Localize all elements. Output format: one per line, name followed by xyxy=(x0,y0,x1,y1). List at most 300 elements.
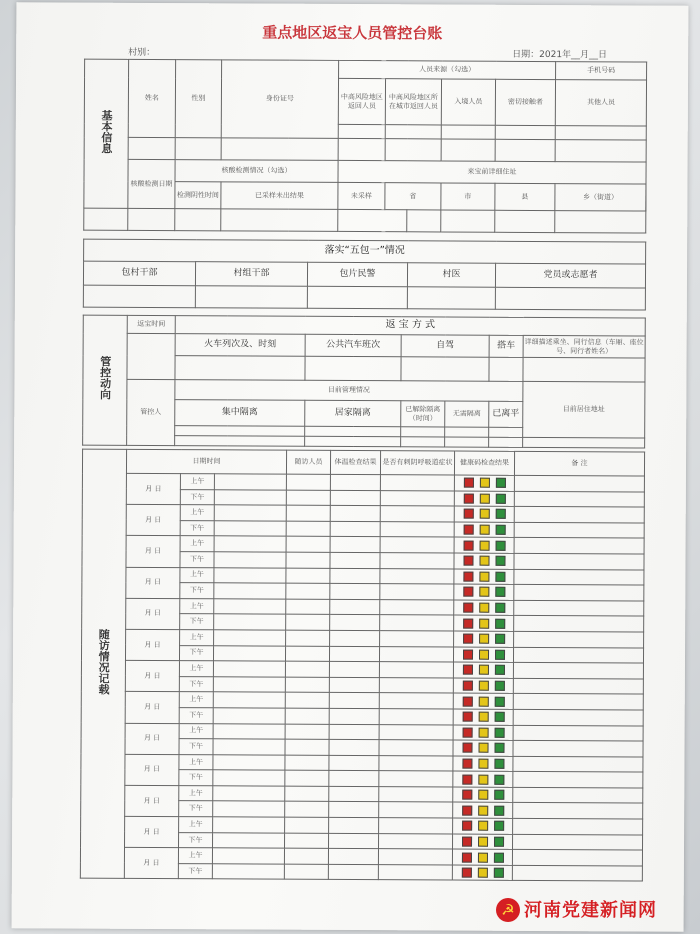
yellow-code-checkbox[interactable] xyxy=(478,759,488,769)
green-code-checkbox[interactable] xyxy=(494,728,504,738)
yellow-code-checkbox[interactable] xyxy=(479,525,489,535)
followup-blank-cell[interactable] xyxy=(330,630,380,646)
source-opt-2: 中高风险地区所在城市返回人员 xyxy=(385,79,441,125)
pm-label: 下午 xyxy=(179,801,213,817)
followup-blank-cell[interactable] xyxy=(214,599,286,615)
yellow-code-checkbox[interactable] xyxy=(478,837,488,847)
detail-header: 详细描述乘坐、同行信息（车厢、座位号、同行者姓名） xyxy=(523,335,645,358)
followup-blank-cell[interactable] xyxy=(380,599,454,615)
yellow-code-checkbox[interactable] xyxy=(479,540,489,550)
followup-blank-cell[interactable] xyxy=(329,662,379,678)
followup-blank-cell[interactable] xyxy=(213,786,285,802)
test-opt-2: 已采样未出结果 xyxy=(221,182,338,210)
fh-date: 日期时间 xyxy=(126,449,286,474)
followup-blank-cell[interactable] xyxy=(214,505,286,521)
yellow-code-checkbox[interactable] xyxy=(478,696,488,706)
followup-blank-cell[interactable] xyxy=(286,630,330,646)
red-code-checkbox[interactable] xyxy=(463,649,473,659)
followup-blank-cell[interactable] xyxy=(213,754,285,770)
pm-label: 下午 xyxy=(180,489,214,505)
followup-blank-cell[interactable] xyxy=(380,631,454,647)
source-opt-3: 入境人员 xyxy=(441,79,495,125)
red-code-checkbox[interactable] xyxy=(462,759,472,769)
health-code-cell xyxy=(453,803,513,819)
followup-date-cell: 月 日 xyxy=(124,848,178,879)
red-code-checkbox[interactable] xyxy=(463,509,473,519)
followup-blank-cell[interactable] xyxy=(286,537,330,553)
followup-blank-cell[interactable] xyxy=(213,817,285,833)
note-cell[interactable] xyxy=(512,865,642,881)
note-cell[interactable] xyxy=(513,756,643,772)
followup-blank-cell[interactable] xyxy=(286,505,330,521)
followup-blank-cell[interactable] xyxy=(285,786,329,802)
followup-blank-cell[interactable] xyxy=(379,709,453,725)
note-cell[interactable] xyxy=(514,616,644,632)
green-code-checkbox[interactable] xyxy=(493,868,503,878)
followup-blank-cell[interactable] xyxy=(378,849,452,865)
note-cell[interactable] xyxy=(514,507,644,523)
followup-blank-cell[interactable] xyxy=(380,537,454,553)
health-code-cell xyxy=(453,740,513,756)
pm-label: 下午 xyxy=(179,708,213,724)
followup-blank-cell[interactable] xyxy=(214,630,286,646)
mgmt-opt-2: 居家隔离 xyxy=(305,400,401,427)
followup-row xyxy=(82,504,644,523)
yellow-code-checkbox[interactable] xyxy=(479,603,489,613)
followup-blank-cell[interactable] xyxy=(329,677,379,693)
green-code-checkbox[interactable] xyxy=(495,572,505,582)
red-code-checkbox[interactable] xyxy=(462,681,472,691)
addr-county: 县 xyxy=(495,183,555,211)
green-code-checkbox[interactable] xyxy=(494,774,504,784)
followup-date-cell: 月 日 xyxy=(125,692,179,723)
followup-blank-cell[interactable] xyxy=(329,755,379,771)
red-code-checkbox[interactable] xyxy=(463,603,473,613)
followup-blank-cell[interactable] xyxy=(330,599,380,615)
note-cell[interactable] xyxy=(514,538,644,554)
test-status-header: 核酸检测情况（勾选） xyxy=(175,160,338,183)
followup-blank-cell[interactable] xyxy=(379,740,453,756)
red-code-checkbox[interactable] xyxy=(462,805,472,815)
followup-blank-cell[interactable] xyxy=(213,739,285,755)
health-code-cell xyxy=(454,631,514,647)
mode-bus: 公共汽车班次 xyxy=(305,334,401,357)
note-cell[interactable] xyxy=(512,850,642,866)
followup-row xyxy=(82,598,644,617)
yellow-code-checkbox[interactable] xyxy=(479,494,489,504)
followup-blank-cell[interactable] xyxy=(330,552,380,568)
health-code-cell xyxy=(453,756,513,772)
note-cell[interactable] xyxy=(513,787,643,803)
green-code-checkbox[interactable] xyxy=(494,806,504,816)
followup-blank-cell[interactable] xyxy=(330,490,380,506)
wubaoyi-col-1: 包村干部 xyxy=(83,261,195,286)
followup-blank-cell[interactable] xyxy=(214,567,286,583)
mode-train: 火车列次及、时刻 xyxy=(175,334,305,357)
followup-blank-cell[interactable] xyxy=(213,832,285,848)
yellow-code-checkbox[interactable] xyxy=(479,556,489,566)
yellow-code-checkbox[interactable] xyxy=(478,790,488,800)
followup-blank-cell[interactable] xyxy=(212,848,284,864)
followup-blank-cell[interactable] xyxy=(285,692,329,708)
followup-blank-cell[interactable] xyxy=(330,615,380,631)
followup-row xyxy=(82,535,644,554)
followup-blank-cell[interactable] xyxy=(380,521,454,537)
followup-blank-cell[interactable] xyxy=(214,536,286,552)
followup-date-cell: 月 日 xyxy=(126,598,180,629)
addr-province: 省 xyxy=(385,183,441,211)
green-code-checkbox[interactable] xyxy=(495,540,505,550)
followup-blank-cell[interactable] xyxy=(329,833,379,849)
source-opt-5: 其他人员 xyxy=(555,80,646,126)
followup-blank-cell[interactable] xyxy=(286,646,330,662)
green-code-checkbox[interactable] xyxy=(495,603,505,613)
fh-code: 健康码检查结果 xyxy=(454,451,514,475)
yellow-code-checkbox[interactable] xyxy=(478,727,488,737)
note-cell[interactable] xyxy=(514,522,644,538)
followup-blank-cell[interactable] xyxy=(214,614,286,630)
followup-blank-cell[interactable] xyxy=(329,693,379,709)
red-code-checkbox[interactable] xyxy=(461,852,471,862)
followup-blank-cell[interactable] xyxy=(214,521,286,537)
am-label: 上午 xyxy=(179,661,213,677)
green-code-checkbox[interactable] xyxy=(495,556,505,566)
followup-table xyxy=(80,449,645,882)
date-label: 日期：2021年__月__日 xyxy=(512,49,608,61)
yellow-code-checkbox[interactable] xyxy=(478,665,488,675)
followup-blank-cell[interactable] xyxy=(329,771,379,787)
pm-label: 下午 xyxy=(180,520,214,536)
followup-blank-cell[interactable] xyxy=(286,599,330,615)
am-label: 上午 xyxy=(180,598,214,614)
mgmt-header: 目前管理情况 xyxy=(175,380,523,402)
followup-blank-cell[interactable] xyxy=(286,568,330,584)
followup-date-cell: 月 日 xyxy=(125,629,179,660)
village-label: 村别： xyxy=(128,47,156,58)
followup-row xyxy=(81,723,643,742)
followup-blank-cell[interactable] xyxy=(379,724,453,740)
red-code-checkbox[interactable] xyxy=(462,665,472,675)
phone-header: 手机号码 xyxy=(556,62,647,80)
fh-visitor: 随访人员 xyxy=(286,450,330,474)
yellow-code-checkbox[interactable] xyxy=(477,852,487,862)
followup-blank-cell[interactable] xyxy=(380,475,454,491)
followup-date-cell: 月 日 xyxy=(126,473,180,504)
followup-date-cell: 月 日 xyxy=(125,785,179,816)
red-code-checkbox[interactable] xyxy=(463,556,473,566)
health-code-cell xyxy=(454,647,514,663)
followup-blank-cell[interactable] xyxy=(285,802,329,818)
green-code-checkbox[interactable] xyxy=(494,712,504,722)
followup-blank-cell[interactable] xyxy=(380,646,454,662)
health-code-cell xyxy=(454,615,514,631)
followup-blank-cell[interactable] xyxy=(213,801,285,817)
note-cell[interactable] xyxy=(513,740,643,756)
green-code-checkbox[interactable] xyxy=(495,587,505,597)
yellow-code-checkbox[interactable] xyxy=(479,572,489,582)
followup-blank-cell[interactable] xyxy=(286,474,330,490)
followup-blank-cell[interactable] xyxy=(380,568,454,584)
followup-blank-cell[interactable] xyxy=(328,849,378,865)
note-cell[interactable] xyxy=(513,678,643,694)
followup-blank-cell[interactable] xyxy=(214,474,286,490)
return-time-header: 返宝时间 xyxy=(127,315,175,333)
followup-blank-cell[interactable] xyxy=(214,552,286,568)
yellow-code-checkbox[interactable] xyxy=(478,712,488,722)
green-code-checkbox[interactable] xyxy=(495,618,505,628)
wubaoyi-col-4: 村医 xyxy=(407,263,495,287)
am-label: 上午 xyxy=(179,754,213,770)
followup-blank-cell[interactable] xyxy=(380,584,454,600)
followup-blank-cell[interactable] xyxy=(213,770,285,786)
followup-blank-cell[interactable] xyxy=(286,552,330,568)
red-code-checkbox[interactable] xyxy=(463,571,473,581)
green-code-checkbox[interactable] xyxy=(494,837,504,847)
followup-blank-cell[interactable] xyxy=(285,739,329,755)
pm-label: 下午 xyxy=(180,583,214,599)
yellow-code-checkbox[interactable] xyxy=(478,805,488,815)
health-code-cell xyxy=(454,491,514,507)
followup-blank-cell[interactable] xyxy=(379,833,453,849)
health-code-cell xyxy=(452,865,512,881)
followup-blank-cell[interactable] xyxy=(286,521,330,537)
mgmt-opt-3: 已解除隔离（时间） xyxy=(401,401,445,427)
basic-info-table xyxy=(83,59,647,234)
green-code-checkbox[interactable] xyxy=(495,650,505,660)
followup-blank-cell[interactable] xyxy=(330,568,380,584)
pm-label: 下午 xyxy=(179,832,213,848)
green-code-checkbox[interactable] xyxy=(495,509,505,519)
followup-blank-cell[interactable] xyxy=(285,724,329,740)
followup-blank-cell[interactable] xyxy=(330,474,380,490)
followup-blank-cell[interactable] xyxy=(379,677,453,693)
green-code-checkbox[interactable] xyxy=(494,790,504,800)
yellow-code-checkbox[interactable] xyxy=(479,478,489,488)
green-code-checkbox[interactable] xyxy=(494,696,504,706)
followup-date-cell: 月 日 xyxy=(125,723,179,754)
red-code-checkbox[interactable] xyxy=(462,790,472,800)
red-code-checkbox[interactable] xyxy=(462,727,472,737)
yellow-code-checkbox[interactable] xyxy=(479,587,489,597)
followup-blank-cell[interactable] xyxy=(329,739,379,755)
pm-label: 下午 xyxy=(179,676,213,692)
green-code-checkbox[interactable] xyxy=(494,743,504,753)
followup-blank-cell[interactable] xyxy=(286,583,330,599)
followup-blank-cell[interactable] xyxy=(285,708,329,724)
followup-blank-cell[interactable] xyxy=(379,787,453,803)
followup-blank-cell[interactable] xyxy=(378,864,452,880)
green-code-checkbox[interactable] xyxy=(494,759,504,769)
followup-blank-cell[interactable] xyxy=(379,771,453,787)
followup-date-cell: 月 日 xyxy=(126,505,180,536)
wubaoyi-col-3: 包片民警 xyxy=(307,262,407,287)
followup-blank-cell[interactable] xyxy=(213,708,285,724)
health-code-cell xyxy=(453,771,513,787)
followup-date-cell: 月 日 xyxy=(125,754,179,785)
yellow-code-checkbox[interactable] xyxy=(479,634,489,644)
yellow-code-checkbox[interactable] xyxy=(479,509,489,519)
followup-blank-cell[interactable] xyxy=(285,833,329,849)
followup-blank-cell[interactable] xyxy=(380,490,454,506)
red-code-checkbox[interactable] xyxy=(462,743,472,753)
followup-blank-cell[interactable] xyxy=(213,645,285,661)
followup-blank-cell[interactable] xyxy=(285,770,329,786)
gender-header: 性别 xyxy=(175,60,221,138)
note-cell[interactable] xyxy=(513,803,643,819)
followup-blank-cell[interactable] xyxy=(330,537,380,553)
followup-blank-cell[interactable] xyxy=(379,802,453,818)
note-cell[interactable] xyxy=(514,631,644,647)
followup-blank-cell[interactable] xyxy=(214,583,286,599)
fh-temp: 体温检查结果 xyxy=(330,450,380,474)
followup-date-cell: 月 日 xyxy=(125,816,179,847)
red-code-checkbox[interactable] xyxy=(463,540,473,550)
yellow-code-checkbox[interactable] xyxy=(478,681,488,691)
watermark-text: 河南党建新闻网 xyxy=(524,900,657,921)
mgmt-opt-4: 无需隔离 xyxy=(445,401,489,427)
yellow-code-checkbox[interactable] xyxy=(478,821,488,831)
health-code-cell xyxy=(453,834,513,850)
fh-note: 备 注 xyxy=(514,451,644,476)
note-cell[interactable] xyxy=(514,475,644,491)
test-opt-3: 未采样 xyxy=(338,182,385,209)
followup-blank-cell[interactable] xyxy=(285,677,329,693)
followup-blank-cell[interactable] xyxy=(329,708,379,724)
note-cell[interactable] xyxy=(513,772,643,788)
followup-blank-cell[interactable] xyxy=(285,661,329,677)
note-cell[interactable] xyxy=(513,725,643,741)
paper-sheet xyxy=(12,2,689,932)
followup-blank-cell[interactable] xyxy=(328,864,378,880)
red-code-checkbox[interactable] xyxy=(462,712,472,722)
source-header: 人员来源（勾选） xyxy=(339,60,556,79)
followup-blank-cell[interactable] xyxy=(213,677,285,693)
health-code-cell xyxy=(454,553,514,569)
yellow-code-checkbox[interactable] xyxy=(479,650,489,660)
wubaoyi-heading: 落实“五包一”情况 xyxy=(84,239,646,264)
party-emblem-icon: ☭ xyxy=(496,898,520,922)
note-cell[interactable] xyxy=(514,585,644,601)
health-code-cell xyxy=(452,849,512,865)
fh-symptom: 是否有刺阴呼吸道症状 xyxy=(380,451,454,475)
followup-blank-cell[interactable] xyxy=(213,661,285,677)
pm-label: 下午 xyxy=(179,645,213,661)
red-code-checkbox[interactable] xyxy=(463,634,473,644)
followup-blank-cell[interactable] xyxy=(213,692,285,708)
red-code-checkbox[interactable] xyxy=(462,774,472,784)
yellow-code-checkbox[interactable] xyxy=(478,743,488,753)
pm-label: 下午 xyxy=(179,770,213,786)
followup-blank-cell[interactable] xyxy=(379,818,453,834)
followup-blank-cell[interactable] xyxy=(379,755,453,771)
followup-blank-cell[interactable] xyxy=(380,553,454,569)
green-code-checkbox[interactable] xyxy=(495,634,505,644)
wubaoyi-table xyxy=(83,239,646,311)
followup-blank-cell[interactable] xyxy=(212,864,284,880)
followup-blank-cell[interactable] xyxy=(330,584,380,600)
health-code-cell xyxy=(454,569,514,585)
red-code-checkbox[interactable] xyxy=(462,821,472,831)
note-cell[interactable] xyxy=(514,600,644,616)
note-cell[interactable] xyxy=(514,491,644,507)
followup-blank-cell[interactable] xyxy=(379,693,453,709)
health-code-cell xyxy=(454,600,514,616)
green-code-checkbox[interactable] xyxy=(494,681,504,691)
note-cell[interactable] xyxy=(513,834,643,850)
mode-ride: 搭车 xyxy=(489,335,523,357)
followup-blank-cell[interactable] xyxy=(380,506,454,522)
red-code-checkbox[interactable] xyxy=(462,837,472,847)
followup-blank-cell[interactable] xyxy=(213,723,285,739)
note-cell[interactable] xyxy=(513,662,643,678)
red-code-checkbox[interactable] xyxy=(462,696,472,706)
followup-blank-cell[interactable] xyxy=(329,786,379,802)
test-opt-1: 检测阴性时间 xyxy=(175,182,221,209)
test-date-header: 核酸检测日期 xyxy=(128,159,175,208)
followup-row xyxy=(80,847,642,866)
control-table xyxy=(82,315,646,449)
mode-drive: 自驾 xyxy=(401,335,489,357)
red-code-checkbox[interactable] xyxy=(463,525,473,535)
followup-blank-cell[interactable] xyxy=(329,724,379,740)
health-code-cell xyxy=(453,662,513,678)
followup-blank-cell[interactable] xyxy=(330,521,380,537)
note-cell[interactable] xyxy=(513,709,643,725)
note-cell[interactable] xyxy=(514,647,644,663)
yellow-code-checkbox[interactable] xyxy=(479,618,489,628)
followup-blank-cell[interactable] xyxy=(285,817,329,833)
am-label: 上午 xyxy=(180,536,214,552)
green-code-checkbox[interactable] xyxy=(495,494,505,504)
followup-blank-cell[interactable] xyxy=(214,489,286,505)
red-code-checkbox[interactable] xyxy=(461,868,471,878)
red-code-checkbox[interactable] xyxy=(463,493,473,503)
followup-blank-cell[interactable] xyxy=(379,662,453,678)
green-code-checkbox[interactable] xyxy=(494,821,504,831)
followup-blank-cell[interactable] xyxy=(285,755,329,771)
health-code-cell xyxy=(454,584,514,600)
green-code-checkbox[interactable] xyxy=(494,665,504,675)
followup-blank-cell[interactable] xyxy=(330,646,380,662)
followup-blank-cell[interactable] xyxy=(284,864,328,880)
followup-blank-cell[interactable] xyxy=(330,506,380,522)
followup-blank-cell[interactable] xyxy=(286,615,330,631)
health-code-cell xyxy=(453,693,513,709)
followup-row xyxy=(81,660,643,679)
followup-blank-cell[interactable] xyxy=(286,490,330,506)
yellow-code-checkbox[interactable] xyxy=(477,868,487,878)
yellow-code-checkbox[interactable] xyxy=(478,774,488,784)
note-cell[interactable] xyxy=(514,553,644,569)
source-opt-4: 密切接触者 xyxy=(495,79,555,125)
followup-blank-cell[interactable] xyxy=(329,817,379,833)
health-code-cell xyxy=(454,537,514,553)
am-label: 上午 xyxy=(180,474,214,490)
red-code-checkbox[interactable] xyxy=(463,478,473,488)
red-code-checkbox[interactable] xyxy=(463,587,473,597)
note-cell[interactable] xyxy=(513,818,643,834)
green-code-checkbox[interactable] xyxy=(495,478,505,488)
followup-blank-cell[interactable] xyxy=(284,848,328,864)
controller-header: 管控人 xyxy=(127,379,175,445)
red-code-checkbox[interactable] xyxy=(463,618,473,628)
green-code-checkbox[interactable] xyxy=(495,525,505,535)
note-cell[interactable] xyxy=(513,694,643,710)
green-code-checkbox[interactable] xyxy=(493,852,503,862)
followup-blank-cell[interactable] xyxy=(329,802,379,818)
note-cell[interactable] xyxy=(514,569,644,585)
followup-blank-cell[interactable] xyxy=(380,615,454,631)
